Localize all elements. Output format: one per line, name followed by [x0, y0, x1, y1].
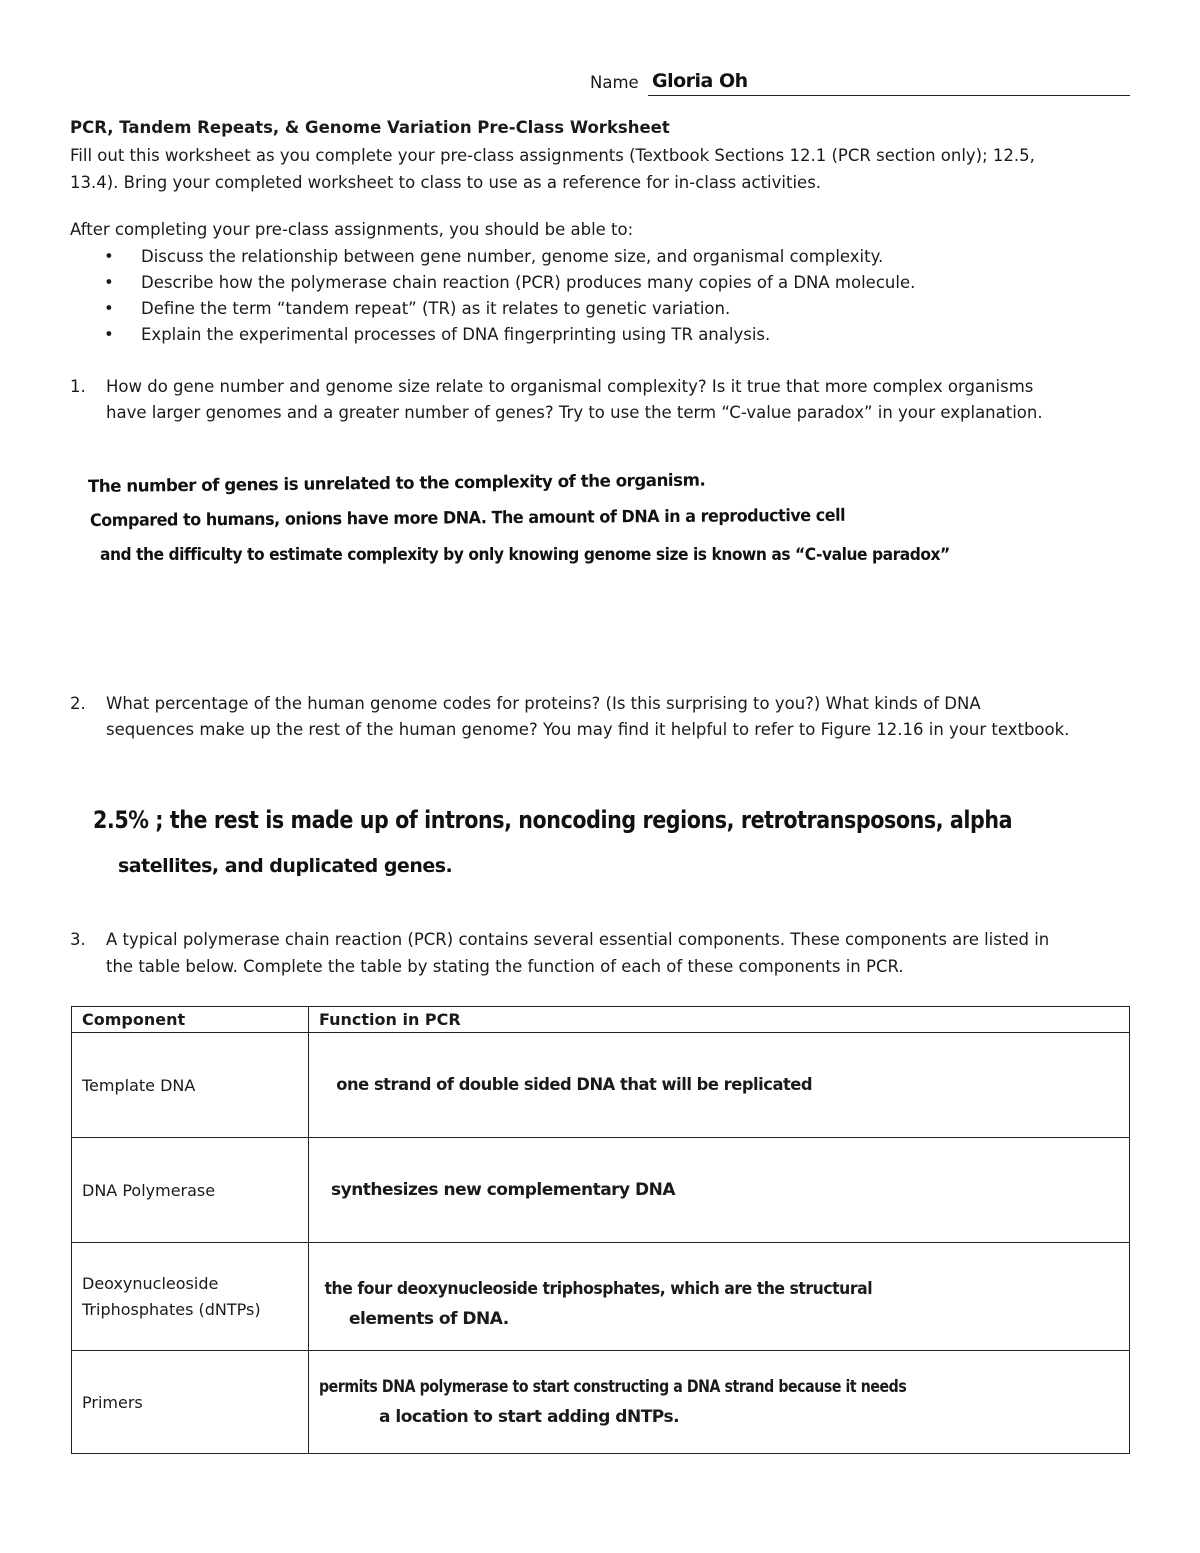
function-cell[interactable]: [309, 1243, 1130, 1351]
question-2-number: 2.: [70, 694, 86, 713]
question-3-line-1: A typical polymerase chain reaction (PCR) contains several essential components. These components are listed in: [106, 930, 1050, 949]
column-header-component: Component: [72, 1007, 309, 1033]
function-cell[interactable]: [309, 1138, 1130, 1243]
answer-2-line-1[interactable]: 2.5% ; the rest is made up of introns, noncoding regions, retrotransposons, alpha: [93, 806, 1013, 834]
answer-1-line-3[interactable]: and the difficulty to estimate complexity by only knowing genome size is known as “C-value paradox”: [100, 545, 950, 565]
bullet-icon: •: [104, 273, 114, 292]
function-cell[interactable]: [309, 1351, 1130, 1454]
question-1-line-2: have larger genomes and a greater number of genes? Try to use the term “C-value paradox” in your explanation.: [106, 403, 1043, 422]
function-answer[interactable]: one strand of double sided DNA that will be replicated: [336, 1075, 813, 1095]
function-answer-line-2[interactable]: elements of DNA.: [349, 1308, 509, 1329]
component-cell: Primers: [72, 1351, 309, 1454]
bullet-icon: •: [104, 325, 114, 344]
name-value-handwritten[interactable]: Gloria Oh: [652, 70, 748, 92]
name-underline: [648, 95, 1130, 96]
component-cell: Deoxynucleoside Triphosphates (dNTPs): [72, 1243, 309, 1351]
question-1-line-1: How do gene number and genome size relate to organismal complexity? Is it true that more complex organisms: [106, 377, 1034, 396]
bullet-icon: •: [104, 247, 114, 266]
table-header-row: [72, 1007, 1130, 1033]
table-row: [72, 1351, 1130, 1454]
component-cell: Template DNA: [72, 1033, 309, 1138]
question-2-line-1: What percentage of the human genome codes for proteins? (Is this surprising to you?) What kinds of DNA: [106, 694, 981, 713]
intro-line-2: 13.4). Bring your completed worksheet to class to use as a reference for in-class activities.: [70, 173, 822, 192]
objectives-lead: After completing your pre-class assignments, you should be able to:: [70, 220, 634, 239]
table-row: [72, 1138, 1130, 1243]
answer-1-line-2[interactable]: Compared to humans, onions have more DNA. The amount of DNA in a reproductive cell: [89, 505, 846, 531]
function-answer-line-2[interactable]: a location to start adding dNTPs.: [379, 1407, 680, 1427]
table-row: [72, 1243, 1130, 1351]
function-answer-line-1[interactable]: the four deoxynucleoside triphosphates, which are the structural: [324, 1278, 873, 1299]
function-cell[interactable]: [309, 1033, 1130, 1138]
question-1-number: 1.: [70, 377, 86, 396]
question-2-line-2: sequences make up the rest of the human genome? You may find it helpful to refer to Figure 12.16 in your textbook.: [106, 720, 1070, 739]
worksheet-title: PCR, Tandem Repeats, & Genome Variation Pre-Class Worksheet: [70, 118, 670, 137]
question-3-number: 3.: [70, 930, 86, 949]
answer-1-line-1[interactable]: The number of genes is unrelated to the complexity of the organism.: [87, 470, 706, 497]
intro-line-1: Fill out this worksheet as you complete your pre-class assignments (Textbook Sections 12.1 (PCR section only); 12.5,: [70, 146, 1035, 165]
component-cell: DNA Polymerase: [72, 1138, 309, 1243]
answer-2-line-2[interactable]: satellites, and duplicated genes.: [118, 855, 453, 877]
column-header-function: Function in PCR: [309, 1007, 1130, 1033]
function-answer-line-1[interactable]: permits DNA polymerase to start constructing a DNA strand because it needs: [319, 1377, 907, 1397]
pcr-components-table: [71, 1006, 1130, 1454]
function-answer[interactable]: synthesizes new complementary DNA: [331, 1180, 676, 1200]
table-row: [72, 1033, 1130, 1138]
name-label: Name: [590, 73, 639, 92]
question-3-line-2: the table below. Complete the table by stating the function of each of these components in PCR.: [106, 957, 904, 976]
bullet-icon: •: [104, 299, 114, 318]
